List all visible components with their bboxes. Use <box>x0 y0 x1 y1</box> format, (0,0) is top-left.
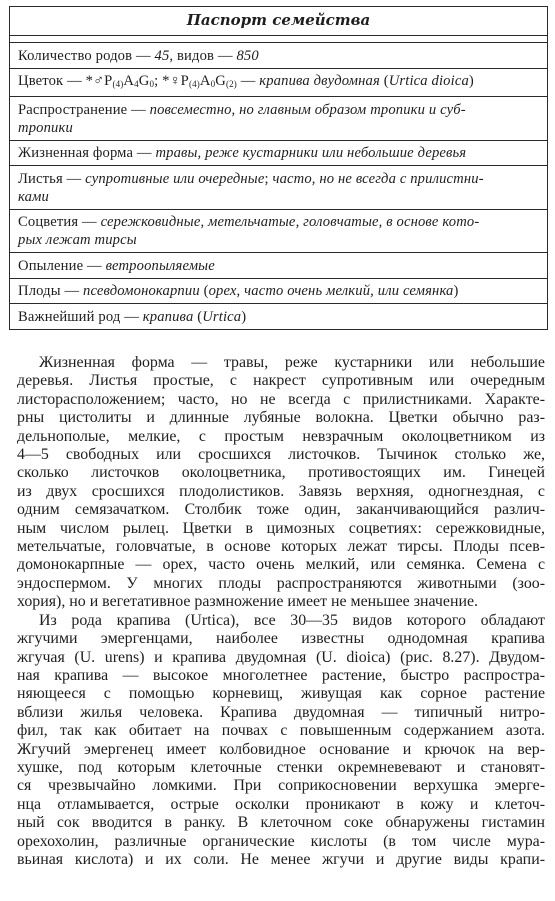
text-line: ный сок вводится в ранку. В клеточном соке обнаружены гистамин <box>17 814 545 832</box>
text-line: орехохолин, различные органические кислоты (в том числе мура- <box>17 832 545 850</box>
text-line: Из рода крапива (Urtica), все 30—35 видов которого обладают <box>39 611 545 629</box>
row-label: Листья — <box>18 170 86 187</box>
text-line: ся чрезвычайно ломкими. При соприкосновении верхушка эмерге- <box>17 777 545 795</box>
text-line: жгучими эмергенцами, наиболее известны однодомная крапива <box>17 630 545 648</box>
text-line: эндоспермом. У многих плоды распространяются животными (зоо- <box>17 574 545 592</box>
text-line: ная крапива — высокое многолетнее растение, быстро распростра- <box>17 666 545 684</box>
text-line: ным числом рылец. Цветки в цимозных соцветиях: сережковидные, <box>17 519 545 537</box>
passport-title: Паспорт семейства <box>10 7 547 36</box>
text-line: жгучая (U. urens) и крапива двудомная (U. dioica) (рис. 8.27). Двудом- <box>17 648 545 666</box>
paragraph-1 <box>17 354 545 612</box>
text-line: Жизненная форма — травы, реже кустарники или небольшие <box>39 354 545 371</box>
family-passport-table <box>9 6 548 330</box>
text-line: Жгучий эмергенец имеет колбовидное основание и крючок на вер- <box>17 740 545 758</box>
row-main-genus: Важнейший род — крапива (Urtica) <box>18 308 247 325</box>
body-text <box>17 354 545 869</box>
species-count: 850 <box>236 47 259 64</box>
text-line: вблизи жилья человека. Крапива двудомная — типичный нитро- <box>17 703 545 721</box>
text-line: метельчатые, головчатые, в основе которых лежат тирсы. Плоды псев- <box>17 538 545 556</box>
text-line: одним семязачатком. Столбик тоже один, заканчивающийся различ- <box>17 501 545 519</box>
text-line: 4—5 свободных или сросшихся листочков. Тычинок столько же, <box>17 446 545 464</box>
text-line: домонокарпные — орех, часто очень мелкий, или семянка. Семена с <box>17 556 545 574</box>
text-line: фил, так как обитает на почвах с повышенным содержанием азота. <box>17 722 545 740</box>
row-life-form: Жизненная форма — травы, реже кустарники или небольшие деревья <box>10 141 547 167</box>
text-line: хушке, под которым клеточные стенки окремневевают и становят- <box>17 758 545 776</box>
row-pollination: Опыление — ветроопыляемые <box>10 253 547 279</box>
row-distribution: Распространение — повсеместно, но главным образом тропики и суб- тропики <box>10 97 547 141</box>
row-label: Количество родов — <box>18 47 155 64</box>
row-label: Распространение — <box>18 101 150 118</box>
text-line: вьиная кислота) и их соли. Не менее жгучи и другие виды крапи- <box>17 850 545 868</box>
row-label: Цветок — <box>18 73 86 89</box>
text-line: деревья. Листья простые, с накрест супротивным или очередным <box>17 372 545 390</box>
paragraph-2 <box>17 612 545 870</box>
row-flower-formula: Цветок — $*♂P_{(4)}A_4G_0$; $*♀P_{(4)}A_0G_{(2)}$ — крапива двудомная (Urtica dioica) <box>10 69 547 98</box>
text-line: нца отламывается, острые осколки проникают в кожу и клеточ- <box>17 795 545 813</box>
row-genera-species: Количество родов — 45, видов — 850 <box>10 43 547 69</box>
row-label: Плоды — <box>18 283 84 299</box>
text-line: рны цистолиты и длинные лубяные волокна. Цветки обычно раз- <box>17 409 545 427</box>
row-fruits: Плоды — псевдомонокарпии (орех, часто очень мелкий, или семянка) <box>10 279 547 305</box>
genera-count: 45 <box>154 47 170 64</box>
text-line: сколько листочков околоцветника, противостоящих им. Гинецей <box>17 464 545 482</box>
row-label: Жизненная форма — <box>18 145 156 161</box>
row-label: Важнейший род — <box>18 308 143 325</box>
passport-spacer <box>10 36 547 43</box>
text-line: хория), но и вегетативное размножение имеет не меньшее значение. <box>17 593 478 611</box>
text-line: из двух сросшихся плодолистиков. Завязь верхняя, одногнездная, с <box>17 482 545 500</box>
flower-formula: $*♂P_{(4)}A_4G_0$; $*♀P_{(4)}A_0G_{(2)}$ <box>85 73 237 89</box>
row-label: Опыление — <box>18 257 106 274</box>
row-leaves: Листья — супротивные или очередные; часто, но не всегда с прилистни- ками <box>10 166 547 210</box>
row-inflorescences: Соцветия — сережковидные, метельчатые, головчатые, в основе кото- рых лежат тирсы <box>10 210 547 254</box>
text-line: листорасположением; часто, но не всегда с прилистниками. Характе- <box>17 390 545 408</box>
row-label: Соцветия — <box>18 214 101 230</box>
text-line: дельнополые, мелкие, с простым невзрачным околоцветником из <box>17 427 545 445</box>
text-line: няющееся с помощью корневищ, живущая как сорное растение <box>17 685 545 703</box>
